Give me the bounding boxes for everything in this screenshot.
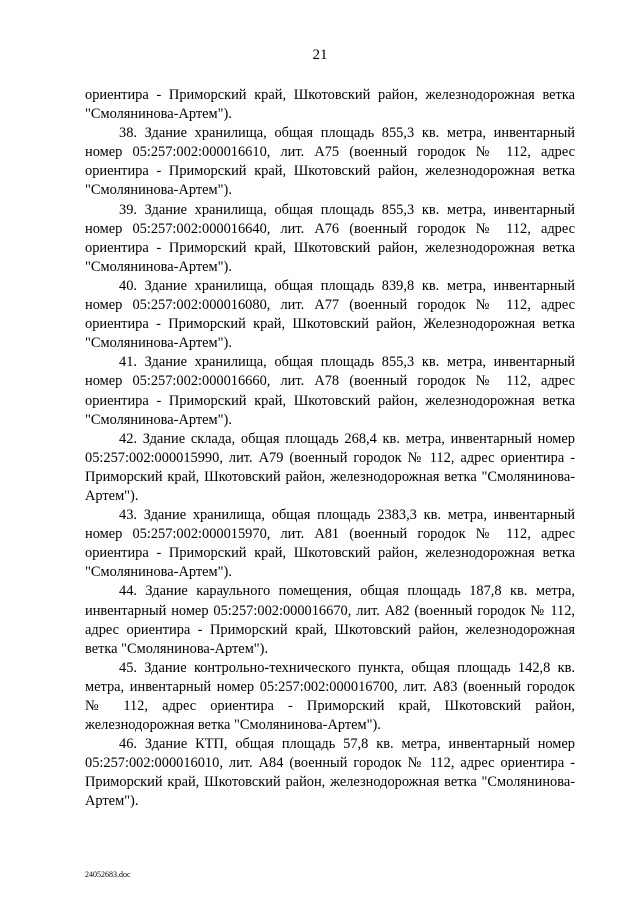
paragraph-continuation: ориентира - Приморский край, Шкотовский район, железнодорожная ветка "Смолянинова-Артем").: [85, 87, 575, 123]
paragraph-item-41: 41. Здание хранилища, общая площадь 855,3 кв. метра, инвентарный номер 05:257:002:000016660, лит. А78 (военный городок № 112, адрес ориентира - Приморский край, Шкотовский район, железнодорожная ветка "Смолянинова-Артем").: [85, 354, 575, 428]
paragraph-item-45: 45. Здание контрольно-технического пункта, общая площадь 142,8 кв. метра, инвентарный номер 05:257:002:000016700, лит. А83 (военный городок № 112, адрес ориентира - Приморский край, Шкотовский район, железнодорожная ветка "Смолянинова-Артем").: [85, 659, 575, 734]
paragraph-item-46: 46. Здание КТП, общая площадь 57,8 кв. метра, инвентарный номер 05:257:002:000016010, лит. А84 (военный городок № 112, адрес ориентира - Приморский край, Шкотовский район, железнодорожная ветка "Смолянинова-Артем").: [85, 736, 575, 810]
page-number: 21: [312, 47, 328, 63]
paragraph-item-40: 40. Здание хранилища, общая площадь 839,8 кв. метра, инвентарный номер 05:257:002:000016080, лит. А77 (военный городок № 112, адрес ориентира - Приморский край, Шкотовский район, Железнодорожная ветка "Смолянинова-Артем").: [85, 277, 575, 352]
paragraph-item-43: 43. Здание хранилища, общая площадь 2383,3 кв. метра, инвентарный номер 05:257:002:000015970, лит. А81 (военный городок № 112, адрес ориентира - Приморский край, Шкотовский район, железнодорожная ветка "Смолянинова-Артем").: [85, 507, 575, 581]
paragraph-item-39: 39. Здание хранилища, общая площадь 855,3 кв. метра, инвентарный номер 05:257:002:000016640, лит. А76 (военный городок № 112, адрес ориентира - Приморский край, Шкотовский район, железнодорожная ветка "Смолянинова-Артем").: [85, 201, 575, 275]
footer-filename: 24052683.doc: [85, 870, 131, 879]
document-body: [85, 86, 575, 812]
paragraph-item-44: 44. Здание караульного помещения, общая площадь 187,8 кв. метра, инвентарный номер 05:257:002:000016670, лит. А82 (военный городок № 112, адрес ориентира - Приморский край, Шкотовский район, железнодорожная ветка "Смолянинова-Артем").: [85, 583, 575, 657]
paragraph-item-38: 38. Здание хранилища, общая площадь 855,3 кв. метра, инвентарный номер 05:257:002:000016610, лит. А75 (военный городок № 112, адрес ориентира - Приморский край, Шкотовский район, железнодорожная ветка "Смолянинова-Артем").: [85, 125, 575, 199]
paragraph-item-42: 42. Здание склада, общая площадь 268,4 кв. метра, инвентарный номер 05:257:002:000015990, лит. А79 (военный городок № 112, адрес ориентира - Приморский край, Шкотовский район, железнодорожная ветка "Смолянинова-Артем").: [85, 430, 575, 504]
